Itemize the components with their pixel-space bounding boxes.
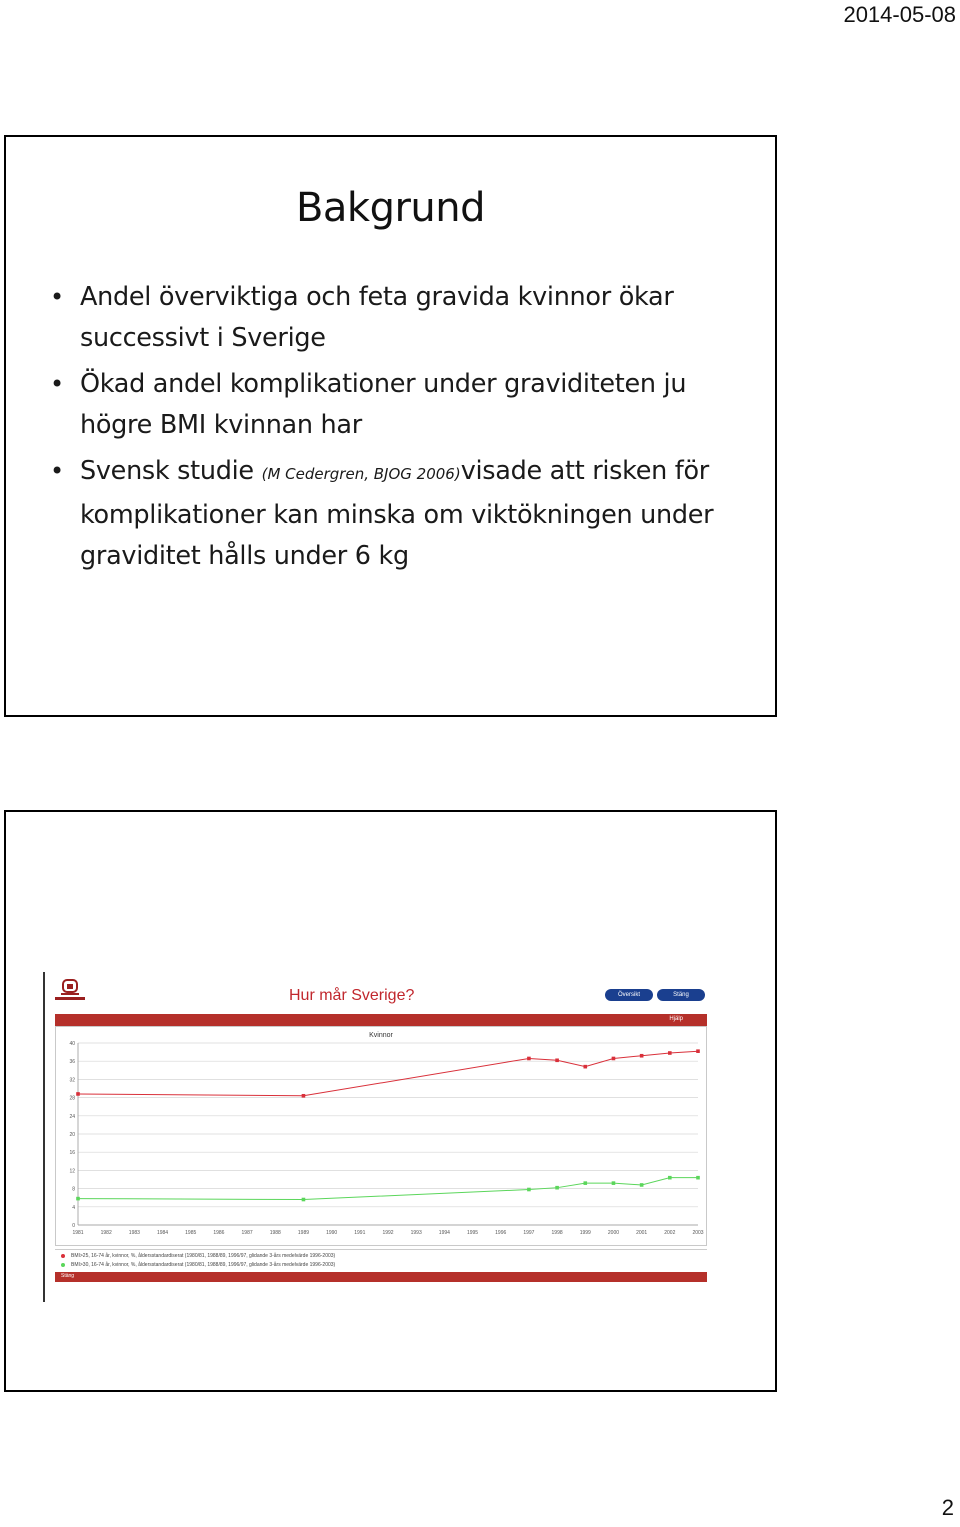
bullet-text: Ökad andel komplikationer under graviditeten ju högre BMI kvinnan har <box>80 369 687 440</box>
x-tick-label: 1997 <box>523 1230 535 1236</box>
slide-chart-screenshot <box>4 810 777 1392</box>
bullet-text-pre: Svensk studie <box>80 456 262 486</box>
data-point <box>76 1197 80 1201</box>
data-point <box>640 1183 644 1187</box>
legend-swatch-red <box>61 1254 65 1258</box>
embedded-screenshot <box>43 972 707 1302</box>
x-tick-label: 1994 <box>438 1230 450 1236</box>
x-tick-label: 1985 <box>185 1230 197 1236</box>
y-tick-label: 0 <box>72 1223 75 1229</box>
legend-swatch-green <box>61 1263 65 1267</box>
app-title: Hur mår Sverige? <box>289 987 415 1004</box>
data-point <box>696 1049 700 1053</box>
data-point <box>583 1181 587 1185</box>
x-tick-label: 1984 <box>156 1230 169 1236</box>
data-point <box>668 1051 672 1055</box>
slide-bakgrund <box>4 135 777 717</box>
close-button[interactable]: Stäng <box>657 989 705 1001</box>
data-point <box>612 1181 616 1185</box>
data-point <box>668 1176 672 1180</box>
bullet-text-post: visade att risken för komplikationer kan minska om viktökningen under graviditet hålls under 6 kg <box>80 456 714 571</box>
y-tick-label: 20 <box>69 1132 75 1138</box>
screenshot-edge <box>43 972 45 1302</box>
legend-item <box>61 1262 335 1268</box>
chart-legend <box>55 1249 707 1272</box>
data-point <box>527 1188 531 1192</box>
data-point <box>302 1094 306 1098</box>
menu-help-link[interactable]: Hjälp <box>669 1016 683 1022</box>
bullet-item <box>46 364 766 446</box>
data-point <box>555 1058 559 1062</box>
x-tick-label: 1982 <box>100 1230 112 1236</box>
x-tick-label: 1993 <box>410 1230 422 1236</box>
header-date: 2014-05-08 <box>843 2 956 27</box>
bullet-list <box>46 277 766 582</box>
y-tick-label: 40 <box>69 1041 75 1047</box>
slide-title: Bakgrund <box>295 185 486 231</box>
x-tick-label: 1999 <box>579 1230 591 1236</box>
x-tick-label: 1988 <box>269 1230 281 1236</box>
legend-label: BMI>30, 16-74 år, kvinnor, %, åldersstandardiserat (1980/81, 1988/89, 1996/97, glidande 3-års medelvärde 1996-2003) <box>71 1262 336 1268</box>
y-tick-label: 8 <box>72 1186 75 1193</box>
x-tick-label: 1992 <box>382 1230 394 1236</box>
legend-item <box>61 1253 335 1259</box>
line-chart <box>56 1027 706 1245</box>
data-point <box>583 1065 587 1069</box>
data-point <box>612 1057 616 1061</box>
citation: (M Cedergren, BJOG 2006) <box>261 465 461 483</box>
page-number: 2 <box>941 1495 954 1520</box>
x-tick-label: 1996 <box>495 1230 507 1236</box>
x-tick-label: 1987 <box>241 1230 253 1236</box>
x-tick-label: 1991 <box>354 1230 366 1236</box>
x-tick-label: 1986 <box>213 1230 225 1236</box>
bullet-text: Andel överviktiga och feta gravida kvinnor ökar successivt i Sverige <box>80 282 674 353</box>
y-tick-label: 16 <box>69 1150 75 1157</box>
logo-icon <box>51 978 91 1002</box>
x-tick-label: 1990 <box>326 1230 338 1236</box>
x-tick-label: 1983 <box>128 1230 140 1236</box>
y-tick-label: 32 <box>69 1077 75 1084</box>
y-tick-label: 24 <box>69 1113 75 1120</box>
overview-button[interactable]: Översikt <box>605 989 653 1001</box>
bottom-bar <box>55 1272 707 1282</box>
data-point <box>302 1198 306 1202</box>
y-tick-label: 36 <box>69 1059 75 1066</box>
x-tick-label: 2000 <box>607 1230 620 1236</box>
bottom-close-link[interactable]: Stäng <box>61 1273 75 1279</box>
data-point <box>640 1054 644 1058</box>
y-tick-label: 12 <box>69 1168 75 1175</box>
y-tick-label: 28 <box>69 1095 75 1102</box>
plot-area <box>55 1026 707 1246</box>
y-tick-label: 4 <box>72 1204 75 1211</box>
x-tick-label: 1981 <box>72 1230 84 1236</box>
data-point <box>555 1186 559 1190</box>
data-point <box>527 1057 531 1061</box>
data-point <box>76 1092 80 1096</box>
data-point <box>696 1176 700 1180</box>
menu-bar <box>55 1014 707 1026</box>
x-tick-label: 2003 <box>692 1230 704 1236</box>
series-line-1 <box>78 1051 698 1096</box>
bullet-item <box>46 277 766 359</box>
x-tick-label: 1989 <box>297 1230 310 1236</box>
x-tick-label: 1995 <box>466 1230 479 1236</box>
chart-title: Kvinnor <box>369 1032 393 1039</box>
x-tick-label: 1998 <box>551 1230 563 1236</box>
legend-label: BMI>25, 16-74 år, kvinnor, %, åldersstandardiserat (1980/81, 1988/89, 1996/97, glidande 3-års medelvärde 1996-2003) <box>71 1253 336 1259</box>
x-tick-label: 2001 <box>636 1230 648 1236</box>
bullet-item <box>46 451 766 577</box>
x-tick-label: 2002 <box>664 1230 676 1236</box>
